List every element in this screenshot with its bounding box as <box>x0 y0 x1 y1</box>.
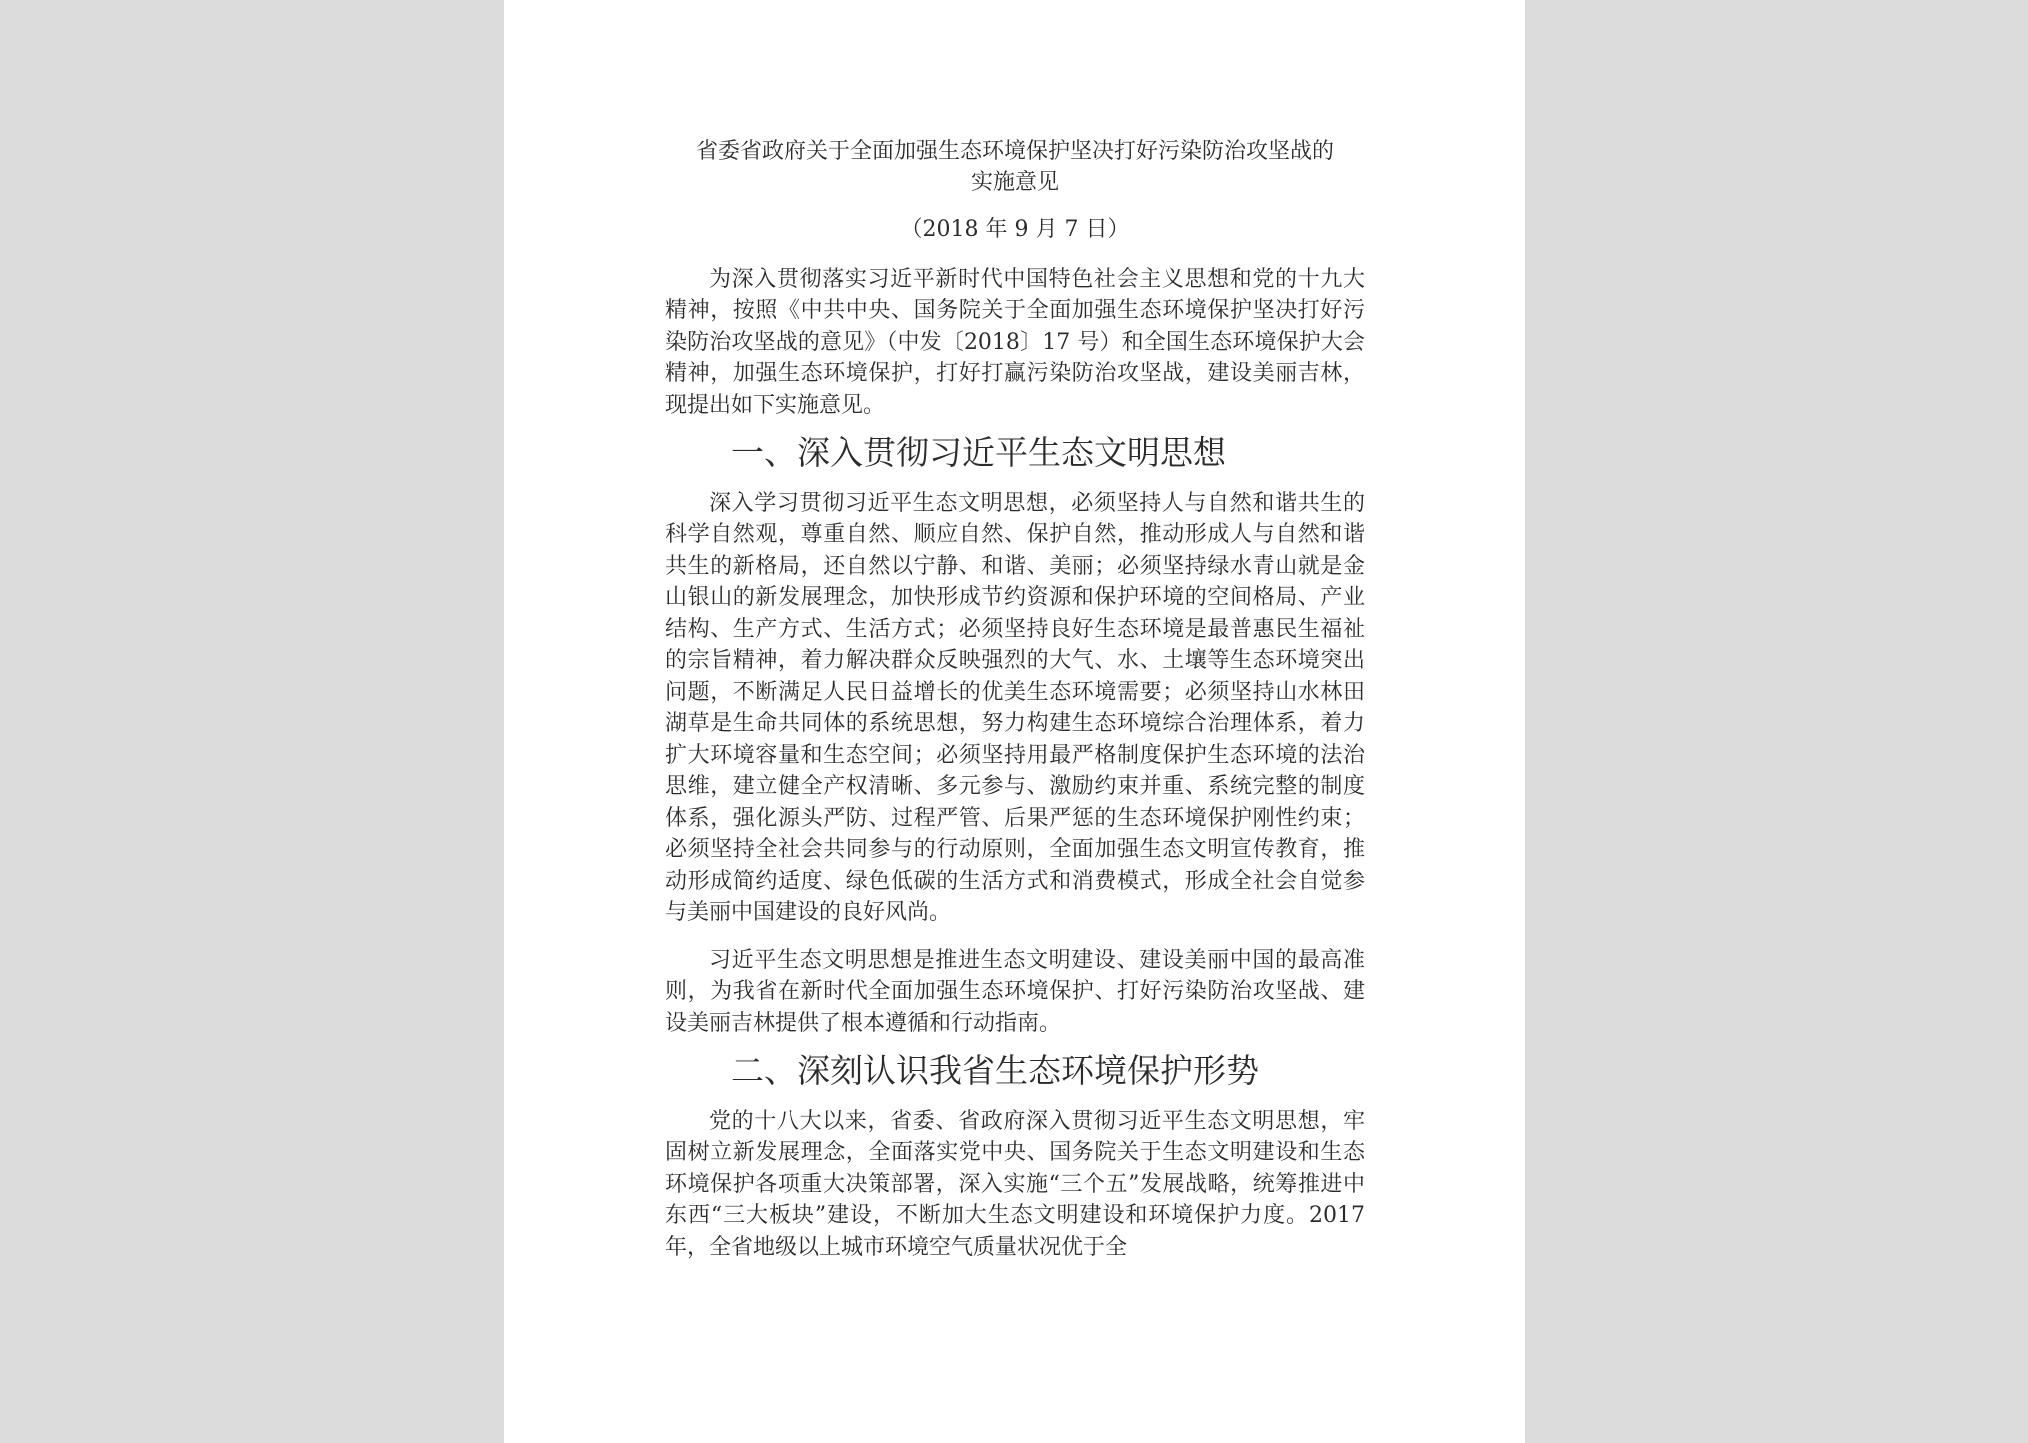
document-date: （2018 年 9 月 7 日） <box>900 217 1130 242</box>
document-title-line-2: 实施意见 <box>970 170 1059 195</box>
document-title-line-1: 省委省政府关于全面加强生态环境保护坚决打好污染防治攻坚战的 <box>695 139 1334 164</box>
document-title <box>665 136 1365 198</box>
section-1-heading: 一、深入贯彻习近平生态文明思想 <box>731 433 1226 472</box>
section-1-paragraph-2: 习近平生态文明思想是推进生态文明建设、建设美丽中国的最高准则，为我省在新时代全面加强生态环境保护、打好污染防治攻坚战、建设美丽吉林提供了根本遵循和行动指南。 <box>665 947 1365 1036</box>
section-1-paragraph-1: 深入学习贯彻习近平生态文明思想，必须坚持人与自然和谐共生的科学自然观，尊重自然、顺应自然、保护自然，推动形成人与自然和谐共生的新格局，还自然以宁静、和谐、美丽；必须坚持绿水青山就是金山银山的新发展理念，加快形成节约资源和保护环境的空间格局、产业结构、生产方式、生活方式；必须坚持良好生态环境是最普惠民生福祉的宗旨精神，着力解决群众反映强烈的大气、水、土壤等生态环境突出问题，不断满足人民日益增长的优美生态环境需要；必须坚持山水林田湖草是生命共同体的系统思想，努力构建生态环境综合治理体系，着力扩大环境容量和生态空间；必须坚持用最严格制度保护生态环境的法治思维，建立健全产权清晰、多元参与、激励约束并重、系统完整的制度体系，强化源头严防、过程严管、后果严惩的生态环境保护刚性约束；必须坚持全社会共同参与的行动原则，全面加强生态文明宣传教育，推动形成简约适度、绿色低碳的生活方式和消费模式，形成全社会自觉参与美丽中国建设的良好风尚。 <box>665 490 1365 925</box>
document-page <box>504 0 1525 1443</box>
section-2-heading: 二、深刻认识我省生态环境保护形势 <box>731 1051 1259 1090</box>
intro-paragraph: 为深入贯彻落实习近平新时代中国特色社会主义思想和党的十九大精神，按照《中共中央、国务院关于全面加强生态环境保护坚决打好污染防治攻坚战的意见》（中发〔2018〕17 号）和全国生态环境保护大会精神，加强生态环境保护，打好打赢污染防治攻坚战，建设美丽吉林，现提出如下实施意见。 <box>665 266 1365 418</box>
document-content <box>665 136 1365 1279</box>
section-2-paragraph-1: 党的十八大以来，省委、省政府深入贯彻习近平生态文明思想，牢固树立新发展理念，全面落实党中央、国务院关于生态文明建设和生态环境保护各项重大决策部署，深入实施“三个五”发展战略，统筹推进中东西“三大板块”建设，不断加大生态文明建设和环境保护力度。2017 年，全省地级以上城市环境空气质量状况优于全 <box>665 1108 1365 1260</box>
